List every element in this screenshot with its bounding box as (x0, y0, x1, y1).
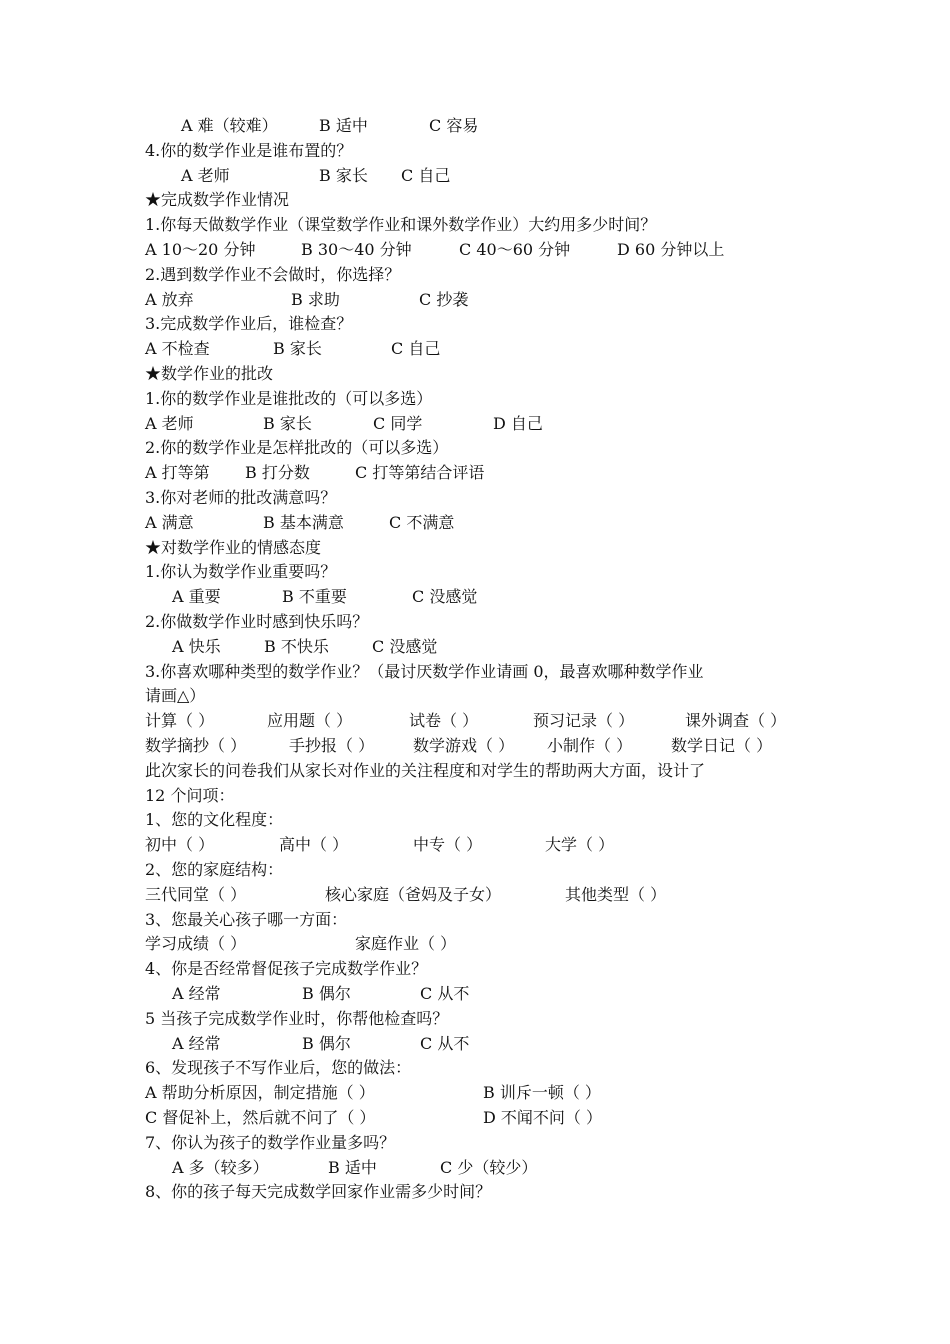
text-segment: 手抄报（ ） (289, 736, 375, 755)
text-segment: 此次家长的问卷我们从家长对作业的关注程度和对学生的帮助两大方面，设计了 (145, 760, 706, 780)
text-segment: C 督促补上，然后就不问了（ ） (145, 1108, 376, 1127)
text-segment: B 训斥一顿（ ） (483, 1083, 601, 1103)
text-segment: 5 当孩子完成数学作业时，你帮他检查吗？ (145, 1008, 449, 1028)
text-segment: A 满意 (145, 512, 194, 532)
text-segment: C 自己 (401, 165, 451, 185)
text-segment: A 打等第 (145, 463, 210, 483)
text-segment: B 30～40 分钟 (301, 240, 412, 259)
text-segment: B 家长 (273, 339, 322, 359)
text-segment: 家庭作业（ ） (355, 934, 457, 954)
text-segment: A 经常 (172, 1033, 221, 1053)
text-segment: C 自己 (391, 339, 441, 359)
text-segment: 请画△） (145, 686, 206, 706)
text-segment: 2.遇到数学作业不会做时，你选择？ (145, 264, 401, 284)
text-segment: 1.你每天做数学作业（课堂数学作业和课外数学作业）大约用多少时间？ (145, 215, 657, 235)
text-segment: 大学（ ） (545, 835, 615, 855)
text-segment: B 家长 (319, 165, 368, 185)
text-segment: D 不闻不问（ ） (483, 1108, 603, 1127)
text-segment: C 同学 (373, 413, 423, 433)
text-segment: A 不检查 (145, 339, 210, 359)
text-segment: 应用题（ ） (267, 711, 353, 731)
text-segment: 2.你做数学作业时感到快乐吗？ (145, 612, 369, 631)
text-segment: 课外调查（ ） (685, 711, 787, 731)
text-segment: C 40～60 分钟 (459, 240, 571, 259)
text-segment: C 不满意 (389, 512, 455, 532)
text-segment: 其他类型（ ） (565, 884, 667, 904)
text-segment: A 多（较多） (172, 1157, 269, 1177)
text-segment: C 少（较少） (440, 1157, 538, 1177)
text-segment: 3、您最关心孩子哪一方面： (145, 909, 348, 929)
text-segment: 初中（ ） (145, 835, 215, 855)
text-segment: 预习记录（ ） (533, 711, 635, 731)
text-segment: 12 个问项： (145, 785, 235, 805)
text-segment: D 60 分钟以上 (617, 240, 725, 259)
text-segment: D 自己 (493, 413, 543, 433)
text-segment: 学习成绩（ ） (145, 934, 247, 954)
text-segment: B 不重要 (282, 587, 347, 607)
text-segment: 数学日记（ ） (671, 736, 773, 755)
text-segment: B 基本满意 (263, 512, 344, 532)
text-segment: A 放弃 (145, 289, 194, 309)
text-segment: B 求助 (291, 289, 340, 309)
text-segment: A 老师 (145, 413, 194, 433)
text-segment: 高中（ ） (279, 835, 349, 855)
text-segment: 数学游戏（ ） (413, 736, 515, 755)
text-segment: 1、您的文化程度： (145, 810, 284, 830)
text-segment: B 偶尔 (302, 984, 351, 1003)
text-segment: C 从不 (420, 984, 470, 1003)
text-segment: 小制作（ ） (547, 736, 633, 755)
text-segment: C 没感觉 (372, 636, 438, 656)
text-segment: 2、您的家庭结构： (145, 860, 284, 879)
text-segment: ★完成数学作业情况 (145, 190, 290, 210)
text-segment: A 难（较难） (181, 116, 278, 135)
text-segment: 2.你的数学作业是怎样批改的（可以多选） (145, 438, 449, 458)
text-segment: B 不快乐 (264, 636, 329, 656)
text-segment: 1.你的数学作业是谁批改的（可以多选） (145, 388, 433, 408)
text-segment: 三代同堂（ ） (145, 884, 247, 904)
text-segment: 3.你喜欢哪种类型的数学作业？（最讨厌数学作业请画 0，最喜欢哪种数学作业 (145, 661, 704, 681)
text-segment: 1.你认为数学作业重要吗？ (145, 562, 337, 582)
text-segment: A 10～20 分钟 (145, 240, 256, 259)
text-segment: B 适中 (319, 116, 368, 135)
text-segment: A 快乐 (172, 636, 221, 656)
text-segment: 中专（ ） (413, 835, 483, 855)
text-segment: 核心家庭（爸妈及子女） (325, 884, 502, 904)
text-segment: 7、你认为孩子的数学作业量多吗？ (145, 1132, 396, 1152)
text-segment: A 老师 (181, 165, 230, 185)
text-segment: ★数学作业的批改 (145, 364, 274, 383)
text-segment: 数学摘抄（ ） (145, 736, 247, 755)
text-segment: C 从不 (420, 1033, 470, 1053)
text-segment: 6、发现孩子不写作业后，您的做法： (145, 1058, 412, 1078)
text-segment: 8、你的孩子每天完成数学回家作业需多少时间？ (145, 1182, 492, 1202)
text-segment: A 经常 (172, 984, 221, 1003)
text-segment: 3.完成数学作业后，谁检查？ (145, 314, 353, 334)
text-segment: A 帮助分析原因，制定措施（ ） (145, 1083, 375, 1103)
text-segment: B 偶尔 (302, 1033, 351, 1053)
text-segment: C 打等第结合评语 (355, 463, 485, 483)
text-segment: 4.你的数学作业是谁布置的？ (145, 140, 353, 160)
text-segment: 4、你是否经常督促孩子完成数学作业？ (145, 959, 428, 979)
text-segment: C 没感觉 (412, 587, 478, 607)
text-segment: B 适中 (328, 1157, 377, 1177)
text-segment: 3.你对老师的批改满意吗？ (145, 488, 337, 507)
text-segment: 试卷（ ） (409, 711, 479, 731)
text-segment: B 打分数 (245, 463, 310, 483)
text-segment: B 家长 (263, 413, 312, 433)
text-segment: C 抄袭 (419, 289, 469, 309)
text-segment: ★对数学作业的情感态度 (145, 537, 322, 557)
text-segment: C 容易 (429, 116, 479, 135)
text-segment: 计算（ ） (145, 711, 215, 731)
text-segment: A 重要 (172, 587, 221, 607)
